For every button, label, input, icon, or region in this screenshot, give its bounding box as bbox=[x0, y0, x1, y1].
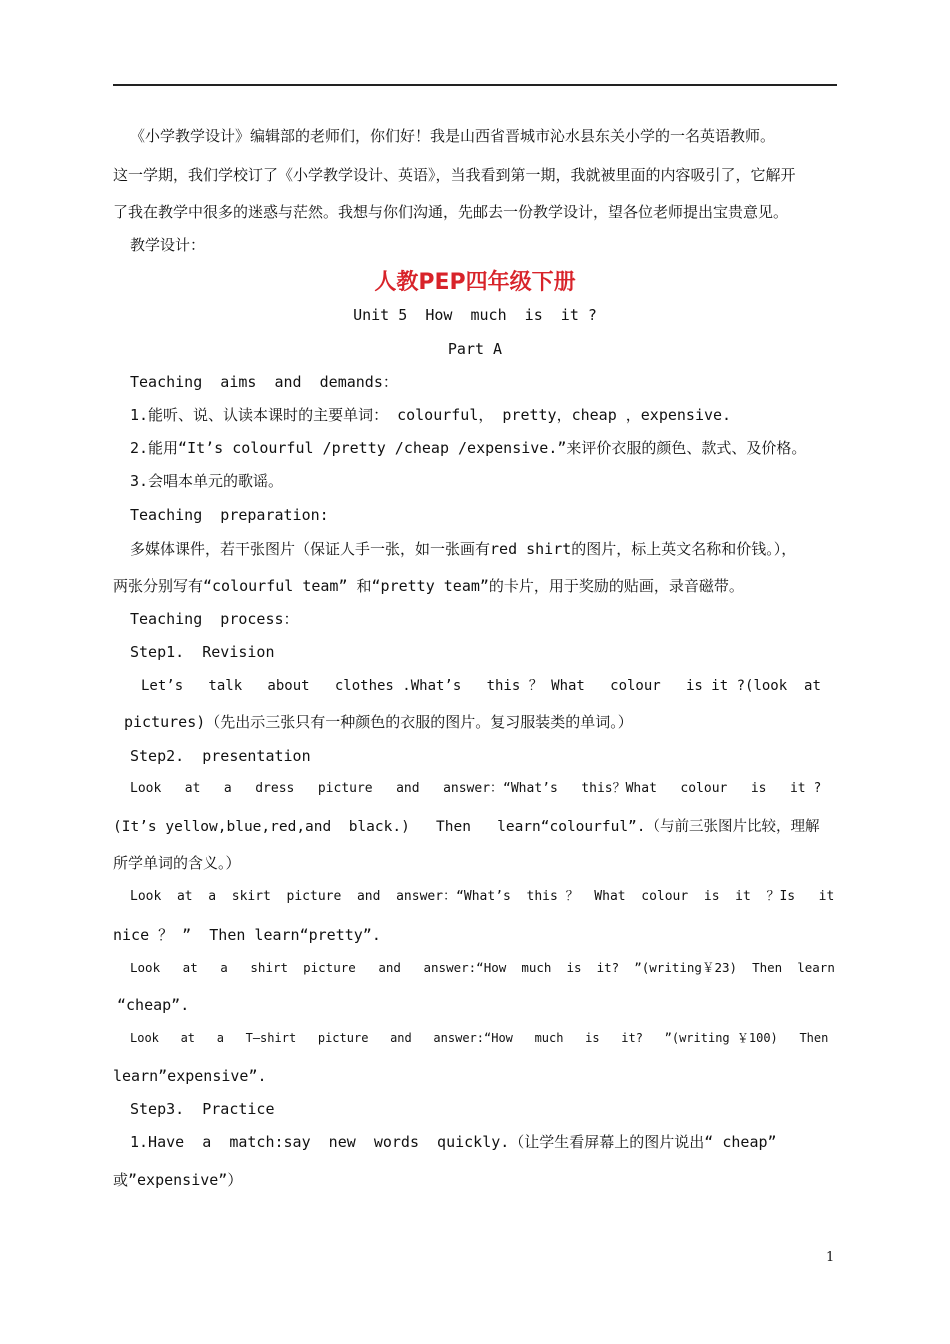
body-line: 1.能听、说、认读本课时的主要单词： colourful， pretty，cheap ，expensive. bbox=[130, 406, 732, 424]
body-line: 两张分别写有“colourful team” 和“pretty team”的卡片，用于奖励的贴画，录音磁带。 bbox=[113, 577, 744, 595]
body-line: Step2. presentation bbox=[130, 747, 311, 765]
body-line: nice ？ ” Then learn“pretty”. bbox=[113, 926, 381, 944]
body-line: Look at a shirt picture and answer:“How much is it? ”(writing￥23) Then learn bbox=[130, 960, 835, 975]
body-line: Look at a T—shirt picture and answer:“How much is it? ”(writing ￥100) Then bbox=[130, 1031, 829, 1045]
intro-line-4: 教学设计： bbox=[130, 236, 206, 254]
body-line: “cheap”. bbox=[117, 996, 190, 1014]
body-line: pictures)（先出示三张只有一种颜色的衣服的图片。复习服装类的单词。） bbox=[124, 713, 633, 731]
body-line: learn”expensive”. bbox=[113, 1067, 267, 1085]
page-number: 1 bbox=[826, 1250, 835, 1265]
header-rule bbox=[113, 84, 837, 86]
body-line: Look at a dress picture and answer：“What’s this？What colour is it ? bbox=[130, 781, 822, 796]
body-line: Look at a skirt picture and answer：“What’s this ？ What colour is it ？Is it bbox=[130, 889, 835, 904]
intro-line-1: 《小学教学设计》编辑部的老师们，你们好！我是山西省晋城市沁水县东关小学的一名英语教师。 bbox=[130, 127, 776, 145]
body-line: 或”expensive”） bbox=[113, 1171, 243, 1189]
document-title: 人教PEP四年级下册 bbox=[374, 270, 576, 295]
body-line: 3.会唱本单元的歌谣。 bbox=[130, 472, 284, 490]
body-line: (It’s yellow,blue,red,and black.) Then learn“colourful”.（与前三张图片比较，理解 bbox=[113, 819, 820, 835]
body-line: Teaching preparation: bbox=[130, 506, 329, 524]
body-line: Step1. Revision bbox=[130, 643, 275, 661]
body-line: 多媒体课件，若干张图片（保证人手一张，如一张画有red shirt的图片，标上英文名称和价钱。）， bbox=[130, 540, 797, 558]
body-line: Step3. Practice bbox=[130, 1100, 275, 1118]
unit-heading: Unit 5 How much is it ? bbox=[353, 306, 597, 324]
part-heading: Part A bbox=[447, 340, 503, 358]
intro-line-2: 这一学期，我们学校订了《小学教学设计、英语》，当我看到第一期，我就被里面的内容吸引了，它解开 bbox=[113, 166, 796, 184]
body-line: 2.能用“It’s colourful /pretty /cheap /expensive.”来评价衣服的颜色、款式、及价格。 bbox=[130, 439, 807, 457]
body-line: Let’s talk about clothes .What’s this ？ What colour is it ?(look at bbox=[141, 678, 821, 694]
body-line: Teaching process： bbox=[130, 610, 299, 628]
intro-line-3: 了我在教学中很多的迷惑与茫然。我想与你们沟通，先邮去一份教学设计，望各位老师提出宝贵意见。 bbox=[113, 203, 789, 221]
body-line: Teaching aims and demands： bbox=[130, 373, 398, 391]
body-line: 1.Have a match:say new words quickly.（让学生看屏幕上的图片说出“ cheap” bbox=[130, 1133, 777, 1151]
body-line: 所学单词的含义。） bbox=[113, 854, 241, 872]
